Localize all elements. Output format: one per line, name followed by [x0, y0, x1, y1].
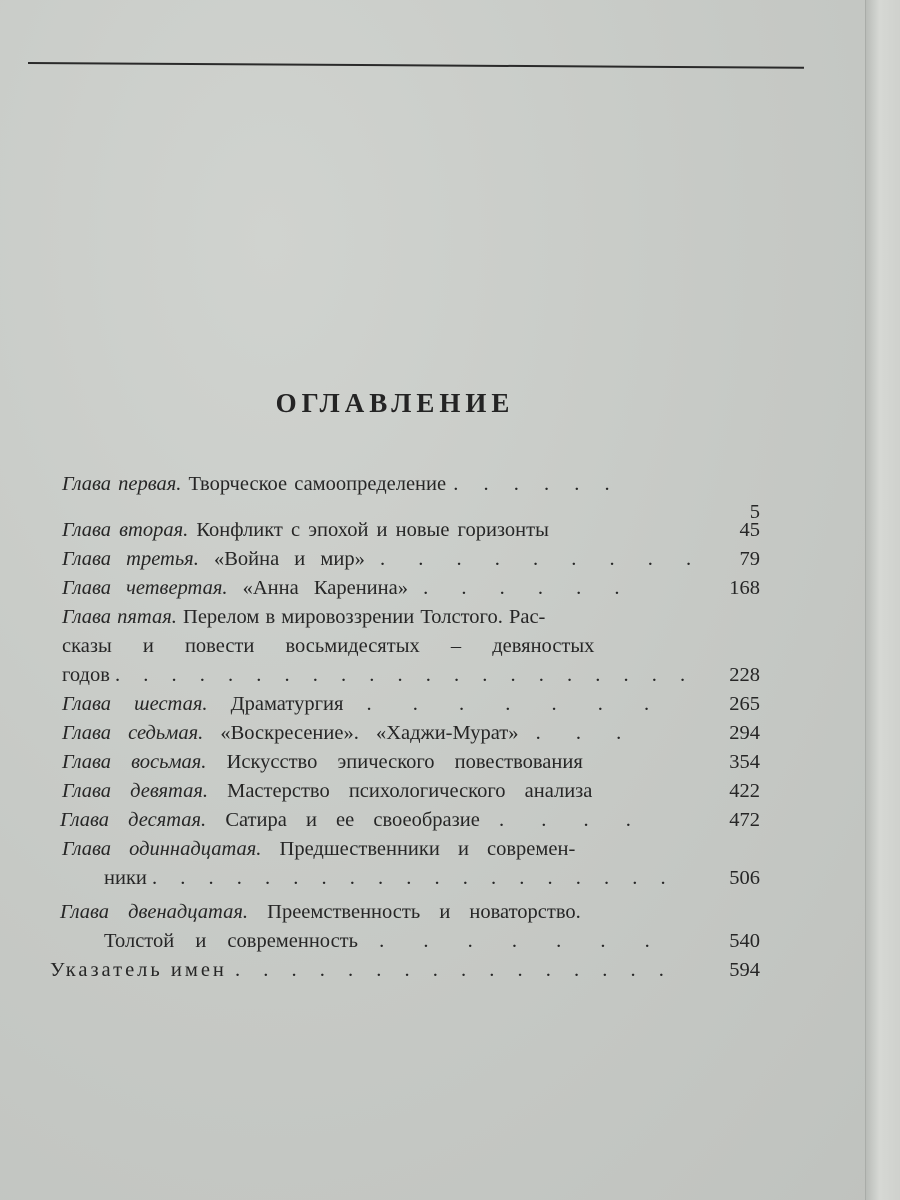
chapter-title: Творческое самоопределение	[188, 473, 447, 495]
chapter-title: «Анна Каренина»	[242, 577, 408, 599]
toc-entry-3	[62, 545, 700, 574]
chapter-label: Глава третья.	[62, 548, 199, 570]
page-number: 506	[729, 867, 760, 889]
page-number: 540	[729, 930, 760, 952]
page-number: 294	[729, 722, 760, 744]
leader-dots: . . . . . .	[453, 473, 619, 495]
chapter-label: Глава седьмая.	[62, 722, 204, 744]
toc-entry-1	[62, 470, 619, 499]
chapter-title: Предшественники и современ-	[279, 838, 576, 860]
page-edge	[865, 0, 900, 1200]
toc-entry-11-continued	[104, 864, 675, 893]
page-number: 594	[729, 959, 760, 981]
chapter-title-continued: ники	[104, 867, 147, 889]
chapter-label: Глава восьмая.	[62, 751, 207, 773]
chapter-title: Сатира и ее своеобразие	[225, 809, 480, 831]
toc-entry-6	[62, 690, 658, 719]
toc-entry-4	[62, 574, 628, 603]
chapter-label: Глава четвертая.	[62, 577, 228, 599]
toc-entry-5-continued	[62, 632, 594, 661]
page-number: 79	[739, 548, 760, 570]
toc-entry-8	[62, 748, 583, 777]
chapter-title: Искусство эпического повествования	[226, 751, 583, 773]
toc-entry-11	[62, 835, 575, 864]
chapter-label: Глава девятая.	[62, 780, 208, 802]
chapter-title: Преемственность и новаторство.	[267, 901, 581, 923]
leader-dots: . . .	[535, 722, 631, 744]
leader-dots: . . . . . . . . . . . . . . . . . . .	[152, 867, 675, 889]
chapter-title-continued: Толстой и современность	[104, 930, 358, 952]
toc-entry-12-continued	[104, 927, 659, 956]
chapter-title: Конфликт с эпохой и новые горизонты	[196, 519, 549, 541]
page-number: 168	[729, 577, 760, 599]
chapter-label: Глава шестая.	[62, 693, 208, 715]
chapter-title: Драматургия	[230, 693, 344, 715]
leader-dots: . . . . . . . . . . . . . . . . . . . . .	[115, 664, 695, 686]
page-number: 422	[729, 780, 760, 802]
leader-dots: . . . . . . .	[379, 930, 659, 952]
top-rule-divider	[28, 62, 804, 69]
chapter-title: Перелом в мировоззрении Толстого. Рас-	[183, 606, 546, 628]
page-number: 228	[729, 664, 760, 686]
chapter-title: «Война и мир»	[213, 548, 365, 570]
chapter-label: Глава двенадцатая.	[60, 901, 249, 923]
toc-entry-7	[62, 719, 630, 748]
page-number: 265	[729, 693, 760, 715]
chapter-title-continued: годов	[62, 664, 110, 686]
toc-entry-2	[62, 516, 549, 545]
toc-entry-9	[62, 777, 592, 806]
index-title: Указатель имен	[50, 959, 227, 981]
chapter-label: Глава десятая.	[60, 809, 207, 831]
toc-entry-5-continued-2	[62, 661, 694, 690]
leader-dots: . . . . . . .	[366, 693, 659, 715]
chapter-title-continued: сказы и повести восьмидесятых – девяностых	[62, 635, 595, 657]
page-title: ОГЛАВЛЕНИЕ	[275, 388, 515, 418]
leader-dots: . . . . . . . . .	[379, 548, 701, 570]
page-number: 45	[739, 519, 760, 541]
page-number: 472	[729, 809, 760, 831]
toc-entry-index	[50, 956, 673, 985]
leader-dots: . . . . . .	[423, 577, 629, 599]
chapter-label: Глава вторая.	[62, 519, 189, 541]
leader-dots: . . . .	[498, 809, 640, 831]
chapter-title: Мастерство психологического анализа	[227, 780, 593, 802]
page-number: 5	[749, 501, 760, 523]
toc-entry-10	[60, 806, 640, 835]
chapter-title: «Воскресение». «Хаджи-Мурат»	[220, 722, 519, 744]
chapter-label: Глава пятая.	[62, 606, 177, 628]
chapter-label: Глава первая.	[62, 473, 182, 495]
chapter-label: Глава одиннадцатая.	[62, 838, 262, 860]
toc-entry-12	[60, 898, 581, 927]
page-number: 354	[729, 751, 760, 773]
toc-entry-5	[62, 603, 545, 632]
leader-dots: . . . . . . . . . . . . . . . .	[235, 959, 673, 981]
